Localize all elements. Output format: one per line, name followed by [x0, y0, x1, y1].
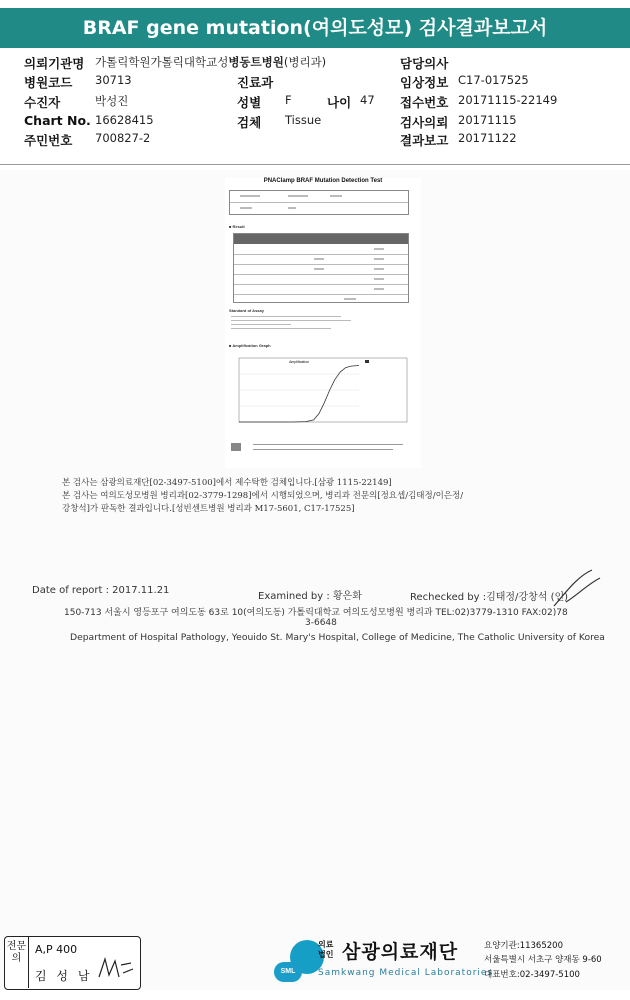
sex-label: 성별 [237, 95, 262, 110]
request-date-label: 검사의뢰 [400, 115, 449, 130]
samkwang-brand-block [272, 934, 630, 994]
amplification-chart [225, 350, 421, 436]
resident-no-value: 700827-2 [95, 131, 151, 145]
specialist-signature [95, 955, 135, 983]
address-line-cont: 3-6648 [305, 618, 337, 628]
header-divider [0, 164, 630, 165]
rechecked-by: Rechecked by :김태정/강창석 (인) [410, 592, 569, 603]
finding-line-2: 본 검사는 여의도성모병원 병리과[02-3779-1298]에서 시행되었으며, 병리과 전문의[정요셉/김태정/이은정/ [62, 491, 464, 501]
embedded-report-title: PNAClamp BRAF Mutation Detection Test [263, 178, 383, 184]
specimen-value: Tissue [285, 113, 322, 127]
embedded-result-label: ■ Result [229, 224, 245, 229]
chart-legend-swatch [365, 360, 369, 363]
result-date-label: 결과보고 [400, 133, 449, 148]
info-row-institution [0, 54, 630, 73]
info-row-chart [0, 113, 630, 132]
resident-no-label: 주민번호 [24, 133, 73, 148]
chart-no-label: Chart No. [24, 113, 91, 128]
finding-line-1: 본 검사는 삼광의료재단[02-3497-5100]에서 제수탁한 검체입니다.[삼광 1115-22149] [62, 478, 392, 488]
brand-phone: 대표번호:02-3497-5100 [484, 970, 580, 980]
date-of-report: Date of report : 2017.11.21 [32, 585, 170, 596]
age-label: 나이 [327, 95, 352, 110]
specialist-code: A,P 400 [35, 943, 78, 956]
brand-name: 삼광의료재단 [342, 941, 459, 963]
embedded-graph-label: ■ Amplification Graph [229, 343, 271, 348]
info-row-hospital-code [0, 73, 630, 92]
age-value: 47 [360, 93, 375, 107]
info-row-patient [0, 93, 630, 112]
institution-label: 의뢰기관명 [24, 56, 85, 71]
sml-logo-badge: SML [274, 962, 302, 982]
embedded-report-image [225, 178, 421, 468]
embedded-id-table [229, 190, 409, 215]
report-title: BRAF gene mutation(여의도성모) 검사결과보고서 [0, 8, 630, 48]
patient-info-section [0, 52, 630, 162]
specialist-name: 김 성 남 [35, 969, 93, 983]
hospital-code-label: 병원코드 [24, 75, 73, 90]
finding-line-3: 강창석]가 판독한 결과입니다.[성빈센트병원 병리과 M17-5601, C17-17525] [62, 504, 355, 514]
doctor-label: 담당의사 [400, 56, 449, 71]
specialist-label: 전문의 [5, 937, 29, 988]
embedded-standard-label: Standard of Assay [229, 308, 264, 313]
hospital-code-value: 30713 [95, 73, 132, 87]
institution-value: 가톨릭학원가톨릭대학교성병동트병원(병리과) [95, 55, 327, 69]
clinical-info-label: 임상정보 [400, 75, 449, 90]
brand-english: Samkwang Medical Laboratories [318, 968, 494, 978]
embedded-result-table [233, 233, 409, 303]
department-label: 진료과 [237, 75, 274, 90]
address-line: 150-713 서울시 영등포구 여의도동 63로 10(여의도동) 가톨릭대학교 여의도성모병원 병리과 TEL:02)3779-1310 FAX:02)78 [64, 608, 568, 618]
receipt-no-value: 20171115-22149 [458, 93, 558, 107]
sex-value: F [285, 93, 292, 107]
info-row-resident [0, 131, 630, 150]
specimen-label: 검체 [237, 115, 262, 130]
corp-type: 의료법인 [318, 940, 334, 959]
department-english: Department of Hospital Pathology, Yeouido St. Mary's Hospital, College of Medicine, The Catholic University of Korea [70, 632, 605, 643]
signature-mark [548, 566, 608, 610]
request-date-value: 20171115 [458, 113, 517, 127]
examined-by: Examined by : 황은화 [258, 591, 362, 602]
clinical-info-value: C17-017525 [458, 73, 529, 87]
brand-address: 서울특별시 서초구 양재동 9-60 [484, 955, 602, 965]
result-date-value: 20171122 [458, 131, 517, 145]
patient-label: 수진자 [24, 95, 61, 110]
chart-no-value: 16628415 [95, 113, 154, 127]
chart-title: Amplification [289, 360, 309, 364]
brand-institution-code: 요양기관:11365200 [484, 941, 563, 951]
receipt-no-label: 접수번호 [400, 95, 449, 110]
patient-value: 박성진 [95, 94, 129, 108]
pathologist-stamp-box [4, 936, 141, 990]
